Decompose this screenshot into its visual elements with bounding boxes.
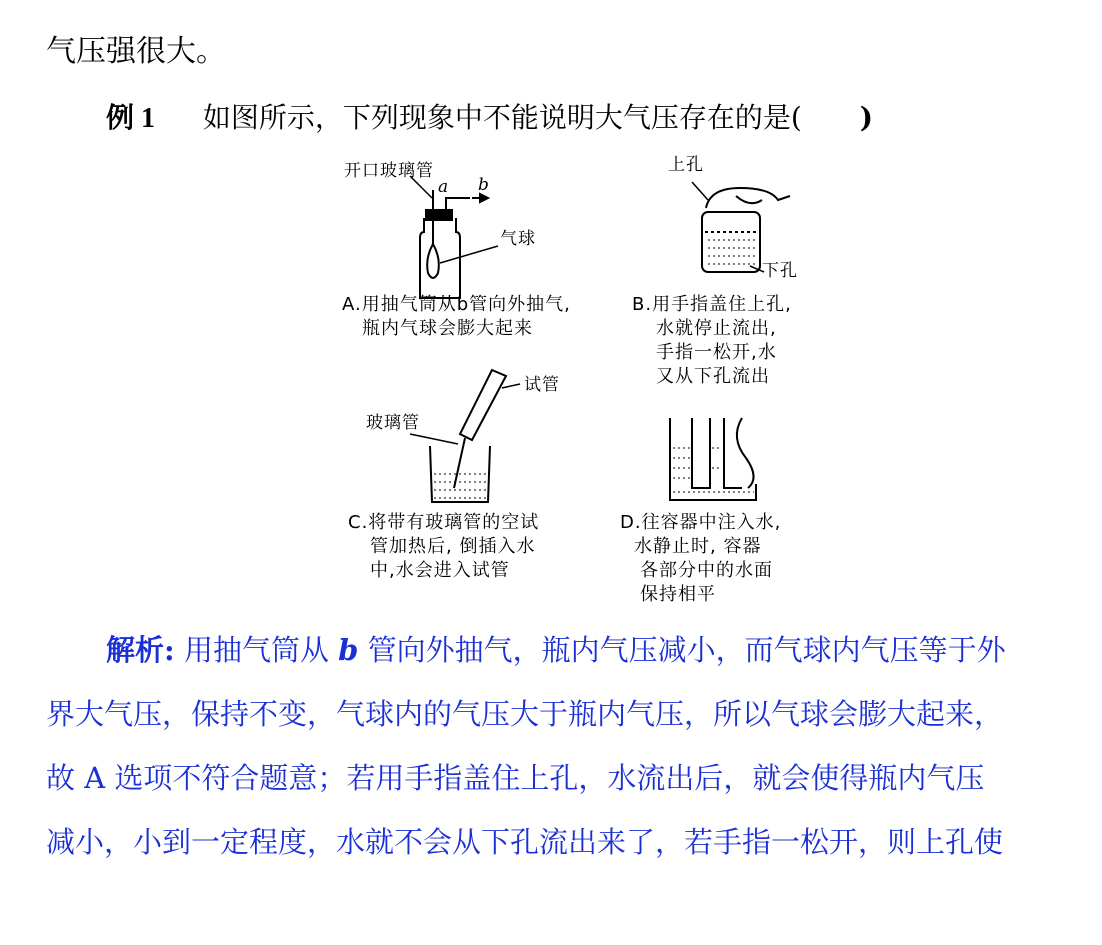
vessel-diagram (670, 418, 756, 500)
caption-b-2: 水就停止流出, (656, 318, 777, 339)
question-close-paren: ) (859, 101, 874, 134)
analysis-line-1-post: 管向外抽气，瓶内气压减小，而气球内气压等于外 (367, 633, 1006, 667)
analysis-line-2: 界大气压，保持不变，气球内的气压大于瓶内气压，所以气球会膨大起来， (46, 697, 1004, 731)
beaker-diagram (410, 370, 520, 502)
caption-b-3: 手指一松开,水 (656, 342, 777, 363)
label-open-tube: 开口玻璃管 (344, 161, 434, 181)
label-balloon: 气球 (500, 229, 536, 249)
caption-d-1: D.往容器中注入水, (620, 512, 782, 533)
analysis-line-4: 减小，小到一定程度，水就不会从下孔流出来了，若手指一松开，则上孔使 (46, 825, 1004, 859)
caption-a-1: A.用抽气筒从b管向外抽气, (342, 294, 571, 315)
question-line (106, 96, 873, 136)
caption-c-1: C.将带有玻璃管的空试 (348, 512, 540, 533)
caption-d-3: 各部分中的水面 (640, 560, 773, 581)
analysis-var-b: b (338, 633, 359, 667)
caption-c-3: 中,水会进入试管 (370, 560, 510, 581)
caption-a-2: 瓶内气球会膨大起来 (362, 318, 533, 339)
analysis-line-1 (106, 628, 1006, 669)
caption-c-2: 管加热后, 倒插入水 (370, 536, 536, 557)
jar-diagram (692, 182, 790, 272)
question-text: 如图所示，下列现象中不能说明大气压存在的是( (202, 101, 802, 134)
caption-b-1: B.用手指盖住上孔, (632, 294, 792, 315)
analysis-line-3: 故 A 选项不符合题意；若用手指盖住上孔，水流出后，就会使得瓶内气压 (46, 761, 985, 795)
question-label: 例 1 (106, 103, 156, 134)
label-glass-tube: 玻璃管 (366, 413, 420, 433)
caption-b-4: 又从下孔流出 (656, 366, 770, 387)
label-var-a: a (438, 177, 450, 197)
intro-text: 气压强很大。 (46, 34, 226, 69)
label-bottom-hole: 下孔 (762, 261, 798, 281)
caption-d-2: 水静止时, 容器 (634, 536, 762, 557)
label-top-hole: 上孔 (668, 155, 704, 175)
analysis-head: 解析: (106, 633, 175, 667)
label-test-tube: 试管 (524, 375, 560, 395)
experiment-figure (330, 148, 850, 608)
caption-d-4: 保持相平 (640, 584, 716, 605)
analysis-line-1-pre: 用抽气筒从 (183, 633, 329, 667)
label-var-b: b (478, 175, 490, 195)
